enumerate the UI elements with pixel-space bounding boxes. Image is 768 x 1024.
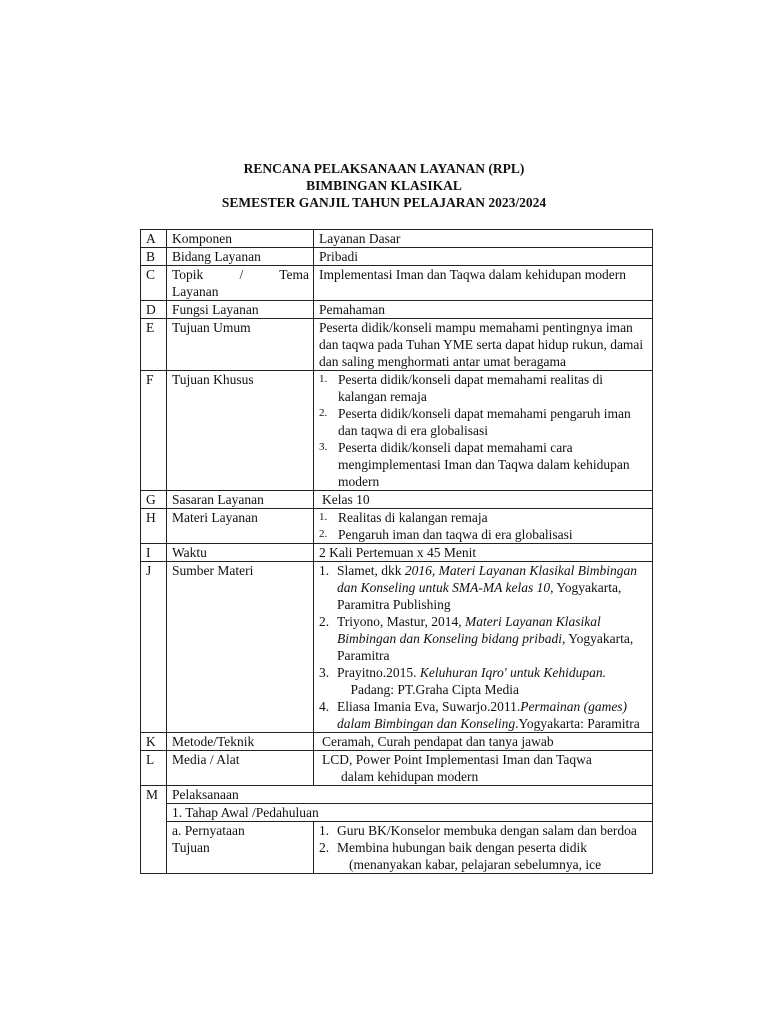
row-label: Sasaran Layanan	[167, 491, 314, 509]
list-item: 2. Membina hubungan baik dengan peserta didik	[319, 840, 588, 855]
table-row	[141, 562, 653, 733]
table-row	[141, 319, 653, 371]
row-letter: E	[141, 319, 167, 371]
row-letter: M	[141, 786, 167, 874]
row-label: Materi Layanan	[167, 509, 314, 544]
row-letter: L	[141, 751, 167, 786]
table-row	[141, 822, 653, 874]
row-label-line: Topik / Tema	[172, 267, 309, 282]
row-label-line: Layanan	[172, 284, 219, 299]
stage-title: 1. Tahap Awal /Pedahuluan	[167, 804, 653, 822]
rpl-table	[140, 229, 653, 874]
list-item: 2. Pengaruh iman dan taqwa di era globalisasi	[319, 527, 573, 542]
step-continuation: (menanyakan kabar, pelajaran sebelumnya, ice	[349, 857, 602, 872]
row-value	[314, 822, 653, 874]
row-value: Peserta didik/konseli mampu memahami pentingnya iman dan taqwa pada Tuhan YME serta dapat hidup rukun, damai dan saling menghormati antar umat beragama	[314, 319, 653, 371]
row-letter: J	[141, 562, 167, 733]
row-label: Pelaksanaan	[167, 786, 653, 804]
tujuan-khusus-list	[319, 371, 648, 490]
row-label: Bidang Layanan	[167, 248, 314, 266]
list-item: 4. Eliasa Imania Eva, Suwarjo.2011.Permainan (games) dalam Bimbingan dan Konseling.Yogyakarta: Paramitra	[319, 699, 640, 731]
row-letter: I	[141, 544, 167, 562]
row-label: Metode/Teknik	[167, 733, 314, 751]
row-value: Layanan Dasar	[314, 230, 653, 248]
row-letter: F	[141, 371, 167, 491]
sub-label-line: Tujuan	[172, 840, 210, 855]
row-value: 2 Kali Pertemuan x 45 Menit	[314, 544, 653, 562]
document-title	[0, 160, 768, 211]
row-label: Tujuan Umum	[167, 319, 314, 371]
table-row	[141, 230, 653, 248]
media-line: dalam kehidupan modern	[341, 769, 479, 784]
row-value	[314, 562, 653, 733]
steps-list	[319, 822, 648, 856]
table-row	[141, 301, 653, 319]
row-value: Ceramah, Curah pendapat dan tanya jawab	[314, 733, 653, 751]
row-letter: A	[141, 230, 167, 248]
title-line-2: BIMBINGAN KLASIKAL	[306, 178, 462, 193]
row-label	[167, 266, 314, 301]
row-letter: K	[141, 733, 167, 751]
row-label: Waktu	[167, 544, 314, 562]
list-item: 1. Slamet, dkk 2016, Materi Layanan Klasikal Bimbingan dan Konseling untuk SMA-MA kelas 10, Yogyakarta, Paramitra Publishing	[319, 563, 637, 612]
row-letter: B	[141, 248, 167, 266]
row-value	[314, 509, 653, 544]
title-line-3: SEMESTER GANJIL TAHUN PELAJARAN 2023/2024	[221, 195, 547, 210]
table-row	[141, 371, 653, 491]
row-value	[314, 371, 653, 491]
table-row	[141, 751, 653, 786]
table-row	[141, 544, 653, 562]
table-row	[141, 733, 653, 751]
row-value: Implementasi Iman dan Taqwa dalam kehidupan modern	[314, 266, 653, 301]
table-row	[141, 804, 653, 822]
row-value: Pribadi	[314, 248, 653, 266]
list-item: 3. Peserta didik/konseli dapat memahami cara mengimplementasi Iman dan Taqwa dalam kehidupan modern	[319, 440, 630, 489]
materi-list	[319, 509, 648, 543]
table-row	[141, 248, 653, 266]
row-label: Fungsi Layanan	[167, 301, 314, 319]
media-line: LCD, Power Point Implementasi Iman dan Taqwa	[322, 752, 592, 767]
row-value: Pemahaman	[314, 301, 653, 319]
table-row	[141, 491, 653, 509]
row-value: Kelas 10	[314, 491, 653, 509]
table-row	[141, 786, 653, 804]
row-label: Tujuan Khusus	[167, 371, 314, 491]
sub-label	[167, 822, 314, 874]
row-label: Komponen	[167, 230, 314, 248]
row-letter: D	[141, 301, 167, 319]
row-letter: G	[141, 491, 167, 509]
list-item: 1. Guru BK/Konselor membuka dengan salam dan berdoa	[319, 823, 637, 838]
sumber-materi-list	[319, 562, 648, 732]
row-label: Media / Alat	[167, 751, 314, 786]
list-item: 2. Peserta didik/konseli dapat memahami pengaruh iman dan taqwa di era globalisasi	[319, 406, 631, 438]
row-letter: C	[141, 266, 167, 301]
title-line-1: RENCANA PELAKSANAAN LAYANAN (RPL)	[243, 161, 525, 176]
list-item: 1. Realitas di kalangan remaja	[319, 510, 488, 525]
row-label: Sumber Materi	[167, 562, 314, 733]
sub-label-line: a. Pernyataan	[172, 823, 245, 838]
list-item: 2. Triyono, Mastur, 2014, Materi Layanan Klasikal Bimbingan dan Konseling bidang pribadi, Yogyakarta, Paramitra	[319, 614, 634, 663]
row-value	[314, 751, 653, 786]
table-row	[141, 266, 653, 301]
table-row	[141, 509, 653, 544]
list-item: 3. Prayitno.2015. Keluhuran Iqro' untuk Kehidupan. Padang: PT.Graha Cipta Media	[319, 665, 607, 697]
row-letter: H	[141, 509, 167, 544]
list-item: 1. Peserta didik/konseli dapat memahami realitas di kalangan remaja	[319, 372, 604, 404]
